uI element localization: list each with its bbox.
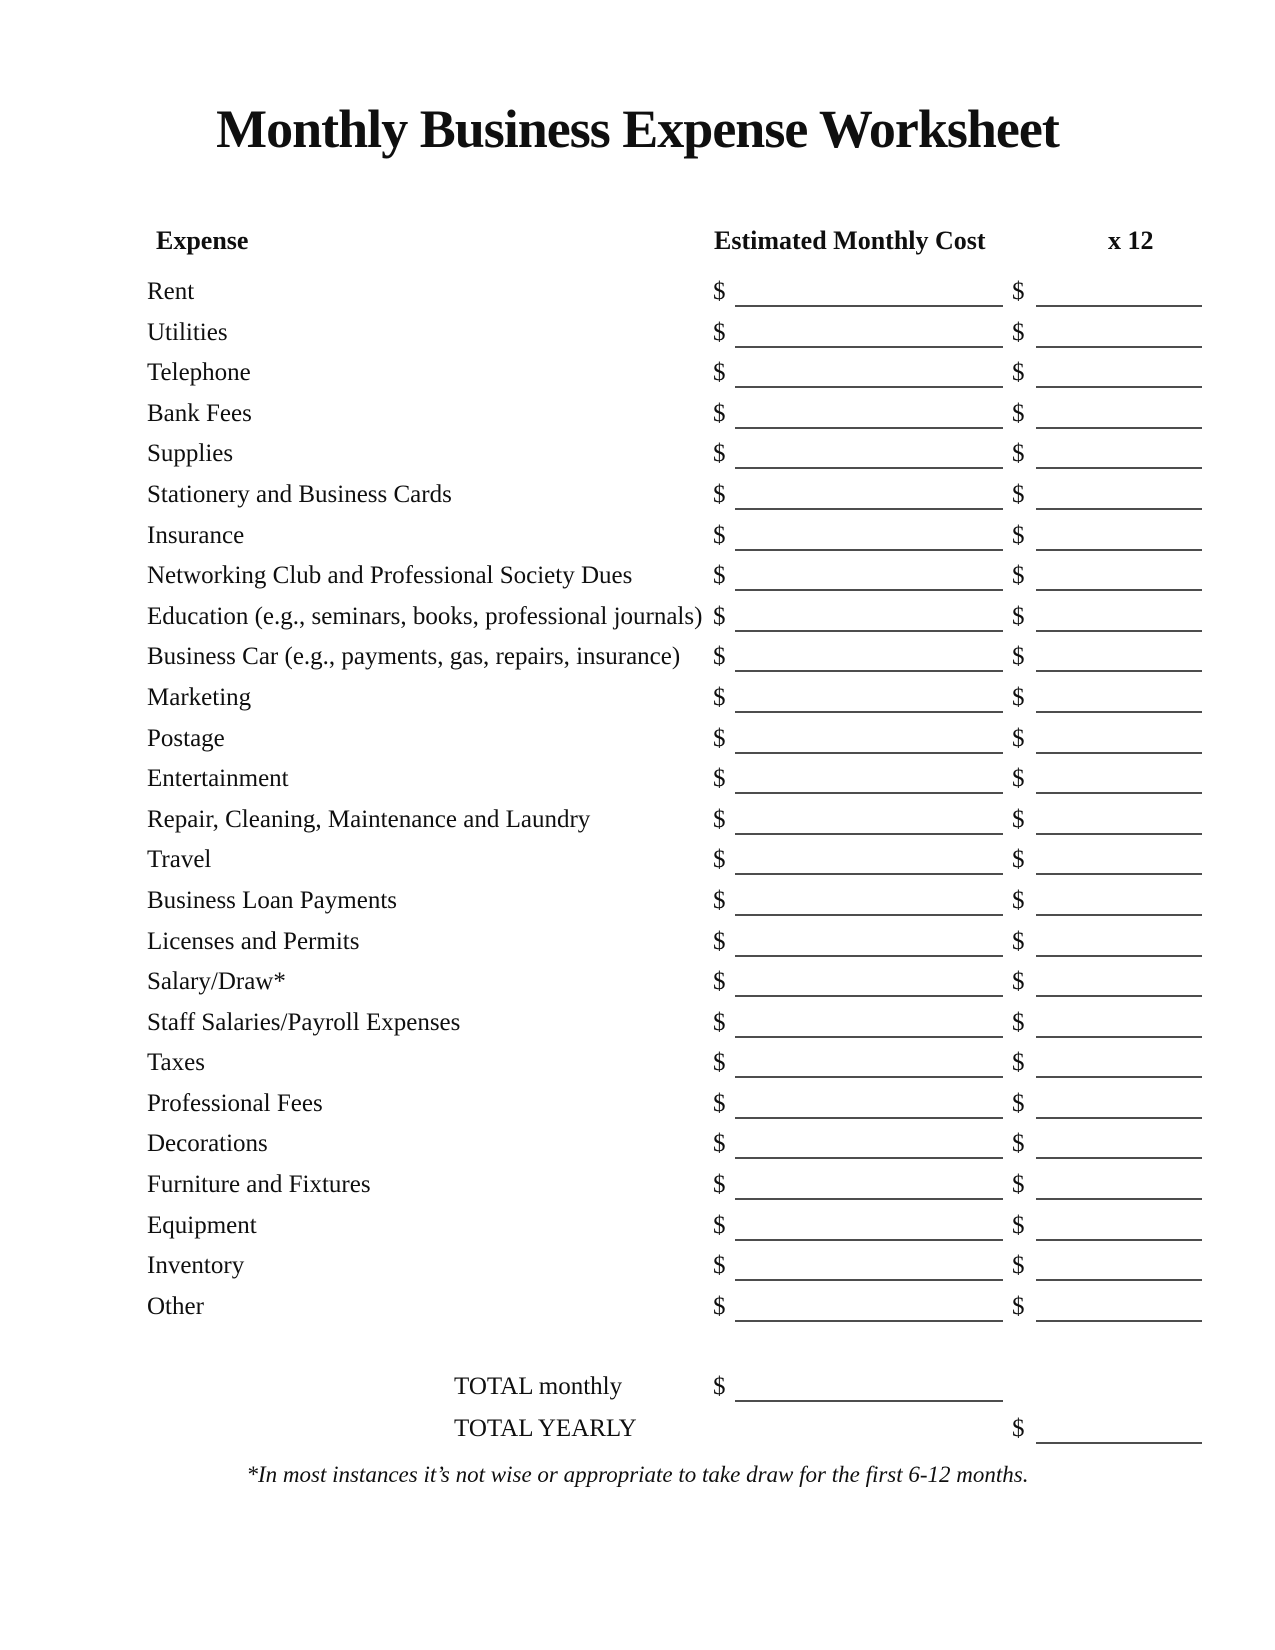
monthly-cost-field bbox=[713, 805, 1003, 835]
yearly-cost-input[interactable] bbox=[1036, 1049, 1202, 1078]
yearly-cost-input[interactable] bbox=[1036, 968, 1202, 997]
expense-label: Staff Salaries/Payroll Expenses bbox=[147, 1008, 461, 1036]
yearly-cost-input[interactable] bbox=[1036, 887, 1202, 916]
monthly-cost-input[interactable] bbox=[735, 846, 1003, 875]
expense-row bbox=[0, 1211, 1275, 1252]
expense-label: Entertainment bbox=[147, 765, 289, 793]
yearly-cost-input[interactable] bbox=[1036, 765, 1202, 794]
monthly-cost-field bbox=[713, 1211, 1003, 1241]
expense-row bbox=[0, 399, 1275, 440]
expense-label: Postage bbox=[147, 724, 225, 752]
page-title: Monthly Business Expense Worksheet bbox=[216, 99, 1059, 159]
expense-row bbox=[0, 967, 1275, 1008]
dollar-sign: $ bbox=[713, 318, 726, 346]
total-monthly-field bbox=[713, 1372, 1003, 1402]
expense-row bbox=[0, 1008, 1275, 1049]
monthly-cost-field bbox=[713, 1170, 1003, 1200]
expense-label: Travel bbox=[147, 846, 212, 874]
monthly-cost-input[interactable] bbox=[735, 765, 1003, 794]
expense-label: Salary/Draw* bbox=[147, 968, 286, 996]
yearly-cost-input[interactable] bbox=[1036, 928, 1202, 957]
monthly-cost-input[interactable] bbox=[735, 603, 1003, 632]
expense-label: Equipment bbox=[147, 1211, 257, 1239]
expense-row bbox=[0, 1048, 1275, 1089]
dollar-sign: $ bbox=[1012, 1089, 1025, 1117]
yearly-cost-input[interactable] bbox=[1036, 319, 1202, 348]
monthly-cost-field bbox=[713, 318, 1003, 348]
dollar-sign: $ bbox=[713, 765, 726, 793]
total-yearly-input[interactable] bbox=[1036, 1415, 1202, 1444]
yearly-cost-input[interactable] bbox=[1036, 846, 1202, 875]
monthly-cost-field bbox=[713, 358, 1003, 388]
expense-row bbox=[0, 602, 1275, 643]
dollar-sign: $ bbox=[713, 886, 726, 914]
yearly-cost-field bbox=[1012, 358, 1202, 388]
monthly-cost-field bbox=[713, 399, 1003, 429]
expense-label: Utilities bbox=[147, 318, 228, 346]
yearly-cost-input[interactable] bbox=[1036, 684, 1202, 713]
monthly-cost-input[interactable] bbox=[735, 481, 1003, 510]
monthly-cost-input[interactable] bbox=[735, 1212, 1003, 1241]
dollar-sign: $ bbox=[1012, 1049, 1025, 1077]
dollar-sign: $ bbox=[1012, 683, 1025, 711]
monthly-cost-field bbox=[713, 561, 1003, 591]
dollar-sign: $ bbox=[1012, 1211, 1025, 1239]
yearly-cost-field bbox=[1012, 642, 1202, 672]
expense-label: Furniture and Fixtures bbox=[147, 1171, 371, 1199]
monthly-cost-field bbox=[713, 967, 1003, 997]
dollar-sign: $ bbox=[1012, 278, 1025, 305]
expense-rows bbox=[0, 277, 1275, 1332]
expense-row bbox=[0, 1089, 1275, 1130]
dollar-sign: $ bbox=[1012, 968, 1025, 996]
yearly-cost-field bbox=[1012, 439, 1202, 469]
yearly-cost-field bbox=[1012, 764, 1202, 794]
expense-row bbox=[0, 1170, 1275, 1211]
monthly-cost-field bbox=[713, 642, 1003, 672]
monthly-cost-field bbox=[713, 764, 1003, 794]
dollar-sign: $ bbox=[1012, 562, 1025, 590]
dollar-sign: $ bbox=[1012, 1171, 1025, 1199]
dollar-sign: $ bbox=[713, 359, 726, 387]
yearly-cost-field bbox=[1012, 399, 1202, 429]
monthly-cost-field bbox=[713, 480, 1003, 510]
expense-row bbox=[0, 642, 1275, 683]
dollar-sign: $ bbox=[1012, 521, 1025, 549]
expense-row bbox=[0, 886, 1275, 927]
yearly-cost-input[interactable] bbox=[1036, 562, 1202, 591]
dollar-sign: $ bbox=[1012, 440, 1025, 468]
total-monthly-input[interactable] bbox=[735, 1373, 1003, 1402]
expense-label: Rent bbox=[147, 278, 195, 305]
yearly-cost-field bbox=[1012, 561, 1202, 591]
monthly-cost-field bbox=[713, 1292, 1003, 1322]
dollar-sign: $ bbox=[1012, 765, 1025, 793]
monthly-cost-field bbox=[713, 845, 1003, 875]
monthly-cost-field bbox=[713, 927, 1003, 957]
dollar-sign: $ bbox=[713, 927, 726, 955]
expense-label: Stationery and Business Cards bbox=[147, 480, 452, 508]
expense-label: Business Car (e.g., payments, gas, repairs, insurance) bbox=[147, 643, 681, 671]
yearly-cost-field bbox=[1012, 805, 1202, 835]
monthly-cost-input[interactable] bbox=[735, 1171, 1003, 1200]
yearly-cost-field bbox=[1012, 480, 1202, 510]
expense-row bbox=[0, 318, 1275, 359]
yearly-cost-input[interactable] bbox=[1036, 278, 1202, 307]
monthly-cost-field bbox=[713, 724, 1003, 754]
expense-row bbox=[0, 845, 1275, 886]
expense-label: Education (e.g., seminars, books, professional journals) bbox=[147, 602, 703, 630]
dollar-sign: $ bbox=[1012, 927, 1025, 955]
total-yearly-row bbox=[0, 1414, 1275, 1454]
expense-label: Business Loan Payments bbox=[147, 886, 397, 914]
expense-label: Insurance bbox=[147, 521, 245, 549]
dollar-sign: $ bbox=[713, 1089, 726, 1117]
dollar-sign: $ bbox=[713, 1171, 726, 1199]
expense-label: Licenses and Permits bbox=[147, 927, 360, 955]
dollar-sign: $ bbox=[1012, 805, 1025, 833]
dollar-sign: $ bbox=[713, 1252, 726, 1280]
dollar-sign: $ bbox=[1012, 1415, 1025, 1442]
expense-row bbox=[0, 561, 1275, 602]
yearly-cost-input[interactable] bbox=[1036, 1252, 1202, 1281]
dollar-sign: $ bbox=[1012, 846, 1025, 874]
expense-label: Decorations bbox=[147, 1130, 268, 1158]
dollar-sign: $ bbox=[1012, 318, 1025, 346]
yearly-cost-input[interactable] bbox=[1036, 400, 1202, 429]
dollar-sign: $ bbox=[713, 683, 726, 711]
dollar-sign: $ bbox=[713, 643, 726, 671]
expense-row bbox=[0, 1129, 1275, 1170]
monthly-cost-input[interactable] bbox=[735, 359, 1003, 388]
monthly-cost-input[interactable] bbox=[735, 887, 1003, 916]
dollar-sign: $ bbox=[1012, 1008, 1025, 1036]
expense-row bbox=[0, 358, 1275, 399]
yearly-cost-field bbox=[1012, 1170, 1202, 1200]
yearly-cost-field bbox=[1012, 845, 1202, 875]
expense-row bbox=[0, 683, 1275, 724]
dollar-sign: $ bbox=[1012, 480, 1025, 508]
yearly-cost-field bbox=[1012, 1292, 1202, 1322]
expense-row bbox=[0, 521, 1275, 562]
total-yearly-field bbox=[1012, 1414, 1202, 1444]
column-header-expense: Expense bbox=[156, 226, 249, 255]
yearly-cost-input[interactable] bbox=[1036, 481, 1202, 510]
dollar-sign: $ bbox=[1012, 602, 1025, 630]
expense-row bbox=[0, 764, 1275, 805]
expense-row bbox=[0, 480, 1275, 521]
dollar-sign: $ bbox=[713, 724, 726, 752]
yearly-cost-field bbox=[1012, 521, 1202, 551]
dollar-sign: $ bbox=[713, 602, 726, 630]
dollar-sign: $ bbox=[713, 968, 726, 996]
monthly-cost-field bbox=[713, 683, 1003, 713]
yearly-cost-field bbox=[1012, 683, 1202, 713]
dollar-sign: $ bbox=[713, 846, 726, 874]
yearly-cost-field bbox=[1012, 1048, 1202, 1078]
dollar-sign: $ bbox=[713, 480, 726, 508]
yearly-cost-field bbox=[1012, 277, 1202, 307]
yearly-cost-field bbox=[1012, 724, 1202, 754]
yearly-cost-field bbox=[1012, 1129, 1202, 1159]
expense-label: Networking Club and Professional Society Dues bbox=[147, 562, 633, 590]
dollar-sign: $ bbox=[713, 440, 726, 468]
monthly-cost-field bbox=[713, 277, 1003, 307]
expense-label: Bank Fees bbox=[147, 399, 252, 427]
yearly-cost-field bbox=[1012, 1211, 1202, 1241]
column-header-x12: x 12 bbox=[1108, 226, 1154, 255]
expense-row bbox=[0, 724, 1275, 765]
yearly-cost-input[interactable] bbox=[1036, 522, 1202, 551]
dollar-sign: $ bbox=[713, 1373, 726, 1400]
footnote: *In most instances it’s not wise or appropriate to take draw for the first 6-12 months. bbox=[246, 1462, 1029, 1487]
expense-label: Professional Fees bbox=[147, 1089, 323, 1117]
monthly-cost-field bbox=[713, 1129, 1003, 1159]
monthly-cost-field bbox=[713, 1008, 1003, 1038]
dollar-sign: $ bbox=[713, 1008, 726, 1036]
dollar-sign: $ bbox=[1012, 1252, 1025, 1280]
expense-row bbox=[0, 439, 1275, 480]
yearly-cost-field bbox=[1012, 1089, 1202, 1119]
monthly-cost-input[interactable] bbox=[735, 522, 1003, 551]
yearly-cost-field bbox=[1012, 1251, 1202, 1281]
monthly-cost-field bbox=[713, 1089, 1003, 1119]
dollar-sign: $ bbox=[713, 1049, 726, 1077]
yearly-cost-input[interactable] bbox=[1036, 806, 1202, 835]
monthly-cost-input[interactable] bbox=[735, 319, 1003, 348]
dollar-sign: $ bbox=[713, 278, 726, 305]
yearly-cost-input[interactable] bbox=[1036, 1293, 1202, 1322]
dollar-sign: $ bbox=[1012, 399, 1025, 427]
dollar-sign: $ bbox=[1012, 643, 1025, 671]
monthly-cost-input[interactable] bbox=[735, 684, 1003, 713]
dollar-sign: $ bbox=[713, 521, 726, 549]
yearly-cost-input[interactable] bbox=[1036, 643, 1202, 672]
expense-row bbox=[0, 277, 1275, 318]
expense-label: Marketing bbox=[147, 683, 252, 711]
dollar-sign: $ bbox=[713, 805, 726, 833]
expense-label: Taxes bbox=[147, 1049, 205, 1077]
total-yearly-label: TOTAL YEARLY bbox=[454, 1415, 637, 1442]
dollar-sign: $ bbox=[713, 1130, 726, 1158]
monthly-cost-input[interactable] bbox=[735, 278, 1003, 307]
monthly-cost-input[interactable] bbox=[735, 1293, 1003, 1322]
expense-row bbox=[0, 1251, 1275, 1292]
yearly-cost-input[interactable] bbox=[1036, 725, 1202, 754]
monthly-cost-input[interactable] bbox=[735, 1009, 1003, 1038]
yearly-cost-input[interactable] bbox=[1036, 1130, 1202, 1159]
expense-label: Repair, Cleaning, Maintenance and Laundry bbox=[147, 805, 591, 833]
yearly-cost-input[interactable] bbox=[1036, 440, 1202, 469]
yearly-cost-input[interactable] bbox=[1036, 1009, 1202, 1038]
expense-row bbox=[0, 805, 1275, 846]
dollar-sign: $ bbox=[1012, 724, 1025, 752]
yearly-cost-input[interactable] bbox=[1036, 603, 1202, 632]
expense-label: Telephone bbox=[147, 359, 251, 387]
monthly-cost-input[interactable] bbox=[735, 1049, 1003, 1078]
monthly-cost-field bbox=[713, 1251, 1003, 1281]
monthly-cost-field bbox=[713, 439, 1003, 469]
dollar-sign: $ bbox=[713, 399, 726, 427]
monthly-cost-input[interactable] bbox=[735, 440, 1003, 469]
yearly-cost-input[interactable] bbox=[1036, 1171, 1202, 1200]
column-header-estimated-monthly-cost: Estimated Monthly Cost bbox=[714, 226, 986, 255]
monthly-cost-field bbox=[713, 602, 1003, 632]
expense-label: Supplies bbox=[147, 440, 234, 468]
total-monthly-row bbox=[0, 1372, 1275, 1412]
dollar-sign: $ bbox=[1012, 1130, 1025, 1158]
total-monthly-label: TOTAL monthly bbox=[454, 1373, 623, 1400]
monthly-cost-input[interactable] bbox=[735, 1252, 1003, 1281]
dollar-sign: $ bbox=[1012, 1292, 1025, 1320]
yearly-cost-input[interactable] bbox=[1036, 1212, 1202, 1241]
monthly-cost-field bbox=[713, 886, 1003, 916]
yearly-cost-field bbox=[1012, 886, 1202, 916]
yearly-cost-input[interactable] bbox=[1036, 359, 1202, 388]
dollar-sign: $ bbox=[1012, 359, 1025, 387]
dollar-sign: $ bbox=[713, 562, 726, 590]
dollar-sign: $ bbox=[713, 1211, 726, 1239]
monthly-cost-input[interactable] bbox=[735, 1130, 1003, 1159]
expense-label: Other bbox=[147, 1292, 204, 1320]
monthly-cost-input[interactable] bbox=[735, 562, 1003, 591]
monthly-cost-input[interactable] bbox=[735, 400, 1003, 429]
monthly-cost-input[interactable] bbox=[735, 928, 1003, 957]
monthly-cost-input[interactable] bbox=[735, 968, 1003, 997]
monthly-cost-input[interactable] bbox=[735, 725, 1003, 754]
expense-row bbox=[0, 927, 1275, 968]
monthly-cost-field bbox=[713, 1048, 1003, 1078]
monthly-cost-input[interactable] bbox=[735, 643, 1003, 672]
monthly-cost-field bbox=[713, 521, 1003, 551]
yearly-cost-input[interactable] bbox=[1036, 1090, 1202, 1119]
dollar-sign: $ bbox=[713, 1292, 726, 1320]
yearly-cost-field bbox=[1012, 967, 1202, 997]
dollar-sign: $ bbox=[1012, 886, 1025, 914]
expense-label: Inventory bbox=[147, 1252, 245, 1280]
yearly-cost-field bbox=[1012, 1008, 1202, 1038]
monthly-cost-input[interactable] bbox=[735, 806, 1003, 835]
yearly-cost-field bbox=[1012, 927, 1202, 957]
expense-row bbox=[0, 1292, 1275, 1333]
monthly-cost-input[interactable] bbox=[735, 1090, 1003, 1119]
yearly-cost-field bbox=[1012, 318, 1202, 348]
yearly-cost-field bbox=[1012, 602, 1202, 632]
